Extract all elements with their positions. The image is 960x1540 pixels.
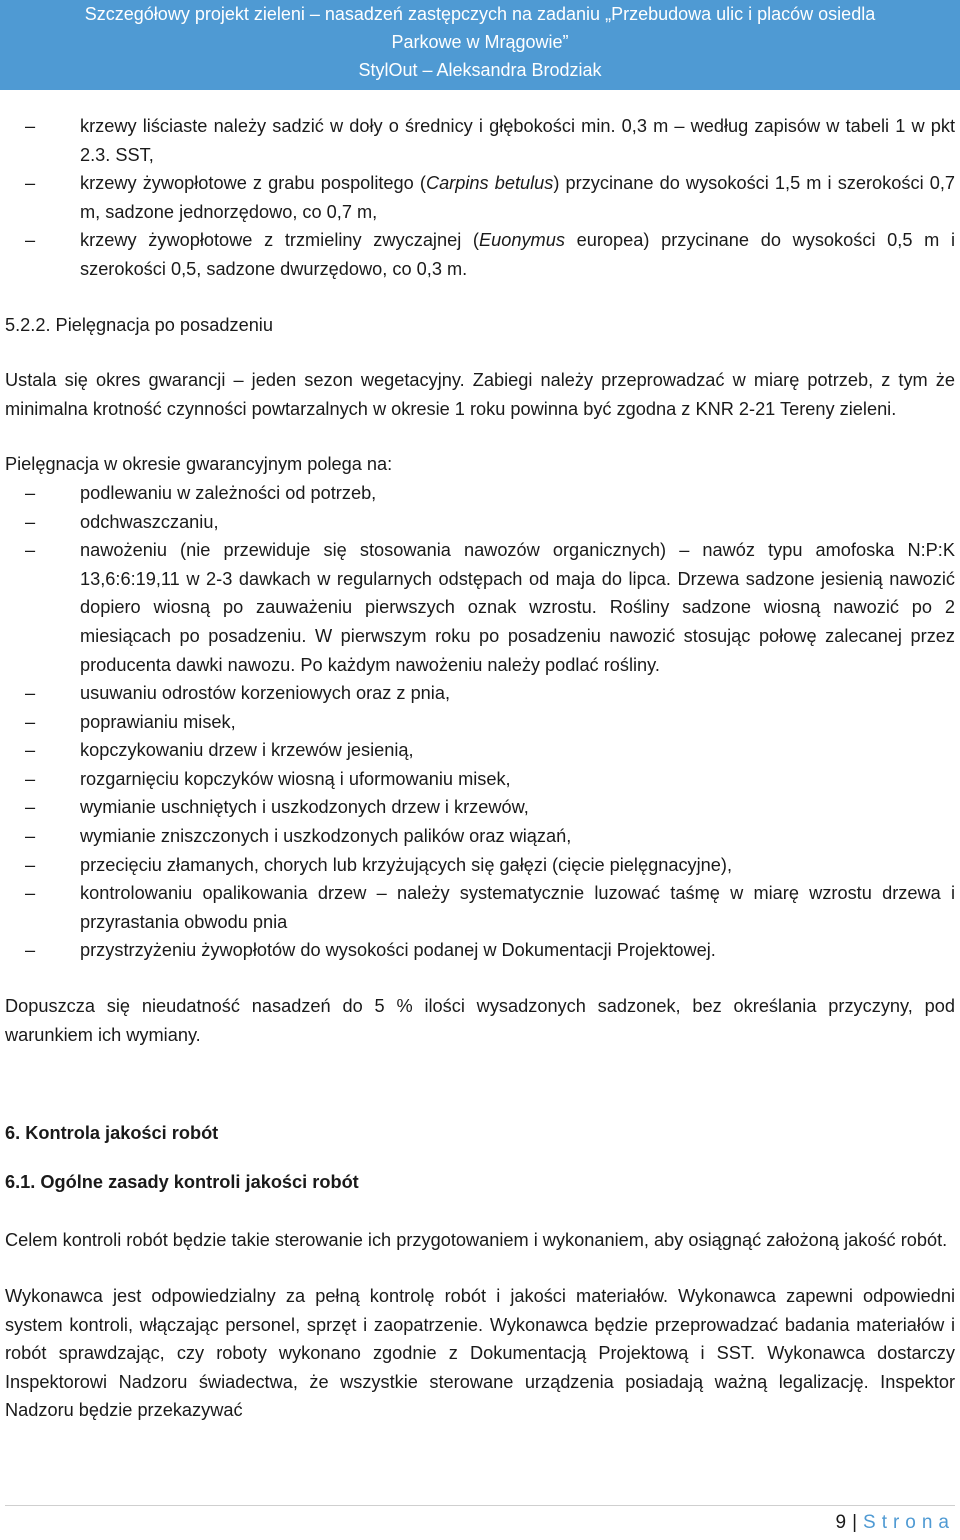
list-item [5, 226, 955, 283]
list-item [5, 879, 955, 936]
failure-rate-paragraph: Dopuszcza się nieudatność nasadzeń do 5 % ilości wysadzonych sadzonek, bez określania przyczyny, pod warunkiem ich wymiany. [5, 996, 955, 1045]
dash-bullet: – [25, 768, 36, 789]
section-heading-6-1: 6.1. Ogólne zasady kontroli jakości robót [5, 1171, 359, 1192]
list-item-text: krzewy żywopłotowe z grabu pospolitego ( [80, 173, 426, 194]
dash-bullet: – [25, 883, 36, 904]
section-heading-6: 6. Kontrola jakości robót [5, 1123, 219, 1144]
list-item-text: wymianie zniszczonych i uszkodzonych palików oraz wiązań, [80, 826, 572, 847]
dash-bullet: – [25, 482, 36, 503]
page-footer [5, 1505, 955, 1540]
care-intro-paragraph: Pielęgnacja w okresie gwarancyjnym polega na: [5, 454, 393, 475]
list-item [5, 112, 955, 169]
list-item-text: kopczykowaniu drzew i krzewów jesienią, [80, 740, 414, 761]
dash-bullet: – [25, 940, 36, 961]
list-item [5, 765, 955, 794]
list-item [5, 936, 955, 965]
dash-bullet: – [25, 511, 36, 532]
dash-bullet: – [25, 740, 36, 761]
list-item-text: nawożeniu (nie przewiduje się stosowania nawozów organicznych) – nawóz typu amofoska N:P:K 13,6:6:19,11 w 2-3 dawkach w regularnych odstępach od maja do lipca. Drzewa sadzone jesienią nawozić dopiero wiosną po zauważeniu pierwszych oznak wzrostu. Rośliny sadzone wiosną nawozić po 2 miesiącach po posadzeniu. W pierwszym roku po posadzeniu nawozić stosując połowę zalecanej przez producenta dawki nawozu. Po każdym nawożeniu należy podlać rośliny. [80, 540, 955, 675]
list-item-text: rozgarnięciu kopczyków wiosną i uformowaniu misek, [80, 768, 511, 789]
dash-bullet: – [25, 797, 36, 818]
page-word: Strona [863, 1512, 955, 1533]
list-item [5, 679, 955, 708]
quality-control-paragraph: Celem kontroli robót będzie takie sterowanie ich przygotowaniem i wykonaniem, aby osiągnąć założoną jakość robót. [5, 1230, 948, 1251]
dash-bullet: – [25, 173, 36, 194]
page-content [5, 112, 955, 1425]
dash-bullet: – [25, 116, 36, 136]
dash-bullet: – [25, 230, 36, 251]
footer-separator: | [852, 1512, 858, 1533]
list-item-text: odchwaszczaniu, [80, 511, 219, 532]
dash-bullet: – [25, 683, 36, 704]
list-item [5, 479, 955, 508]
header-title-line1: Szczegółowy projekt zieleni – nasadzeń zastępczych na zadaniu „Przebudowa ulic i placów osiedla [84, 4, 876, 24]
list-item-text: przystrzyżeniu żywopłotów do wysokości podanej w Dokumentacji Projektowej. [80, 940, 716, 961]
latin-name: Carpins betulus [425, 173, 554, 194]
list-item [5, 851, 955, 880]
list-item-text: poprawianiu misek, [80, 711, 236, 732]
document-header [0, 0, 960, 90]
list-item [5, 169, 955, 226]
latin-name: Euonymus [478, 230, 565, 251]
warranty-paragraph: Ustala się okres gwarancji – jeden sezon wegetacyjny. Zabiegi należy przeprowadzać w miarę potrzeb, z tym że minimalna krotność czynności powtarzalnych w okresie 1 roku powinna być zgodna z KNR 2-21 Tereny zieleni. [5, 370, 955, 419]
dash-bullet: – [25, 711, 36, 732]
header-title-line2: Parkowe w Mrągowie” [391, 32, 569, 52]
dash-bullet: – [25, 540, 36, 561]
list-item [5, 822, 955, 851]
list-item [5, 708, 955, 737]
page-number: 9 [835, 1512, 847, 1533]
list-item-text: krzewy żywopłotowe z trzmieliny zwyczajnej ( [80, 230, 479, 251]
list-item [5, 508, 955, 537]
contractor-responsibility-paragraph: Wykonawca jest odpowiedzialny za pełną kontrolę robót i jakości materiałów. Wykonawca zapewni odpowiedni system kontroli, włączając personel, sprzęt i zaopatrzenie. Wykonawca będzie przeprowadzać badania materiałów i robót sprawdzając, czy roboty wykonano zgodnie z Dokumentacją Projektową i SST. Wykonawca dostarczy Inspektorowi Nadzoru świadectwa, że wszystkie sterowane urządzenia posiadają ważną legalizację. Inspektor Nadzoru będzie przekazywać [5, 1286, 955, 1421]
list-item [5, 536, 955, 679]
care-list [5, 479, 955, 965]
list-item [5, 793, 955, 822]
list-item-text: podlewaniu w zależności od potrzeb, [80, 482, 377, 503]
list-item-text: ) przycinane do wysokości 1,5 m i szerokości 0,7 m, sadzone jednorzędowo, co 0,7 m, [80, 173, 955, 222]
dash-bullet: – [25, 826, 36, 847]
header-author: StylOut – Aleksandra Brodziak [358, 60, 602, 80]
list-item-text: przecięciu złamanych, chorych lub krzyżujących się gałęzi (cięcie pielęgnacyjne), [80, 854, 733, 875]
list-item-text: usuwaniu odrostów korzeniowych oraz z pnia, [80, 683, 451, 704]
list-item-text: europea) przycinane do wysokości 0,5 m i szerokości 0,5, sadzone dwurzędowo, co 0,3 m. [80, 230, 955, 279]
section-heading-5-2-2: 5.2.2. Pielęgnacja po posadzeniu [5, 314, 273, 335]
list-item-text: kontrolowaniu opalikowania drzew – należy systematycznie luzować taśmę w miarę wzrostu drzewa i przyrastania obwodu pnia [80, 883, 955, 932]
list-item-text: wymianie uschniętych i uszkodzonych drzew i krzewów, [80, 797, 529, 818]
list-item [5, 736, 955, 765]
list-item-text: krzewy liściaste należy sadzić w doły o średnicy i głębokości min. 0,3 m – według zapisów w tabeli 1 w pkt 2.3. SST, [80, 116, 955, 165]
dash-bullet: – [25, 854, 36, 875]
